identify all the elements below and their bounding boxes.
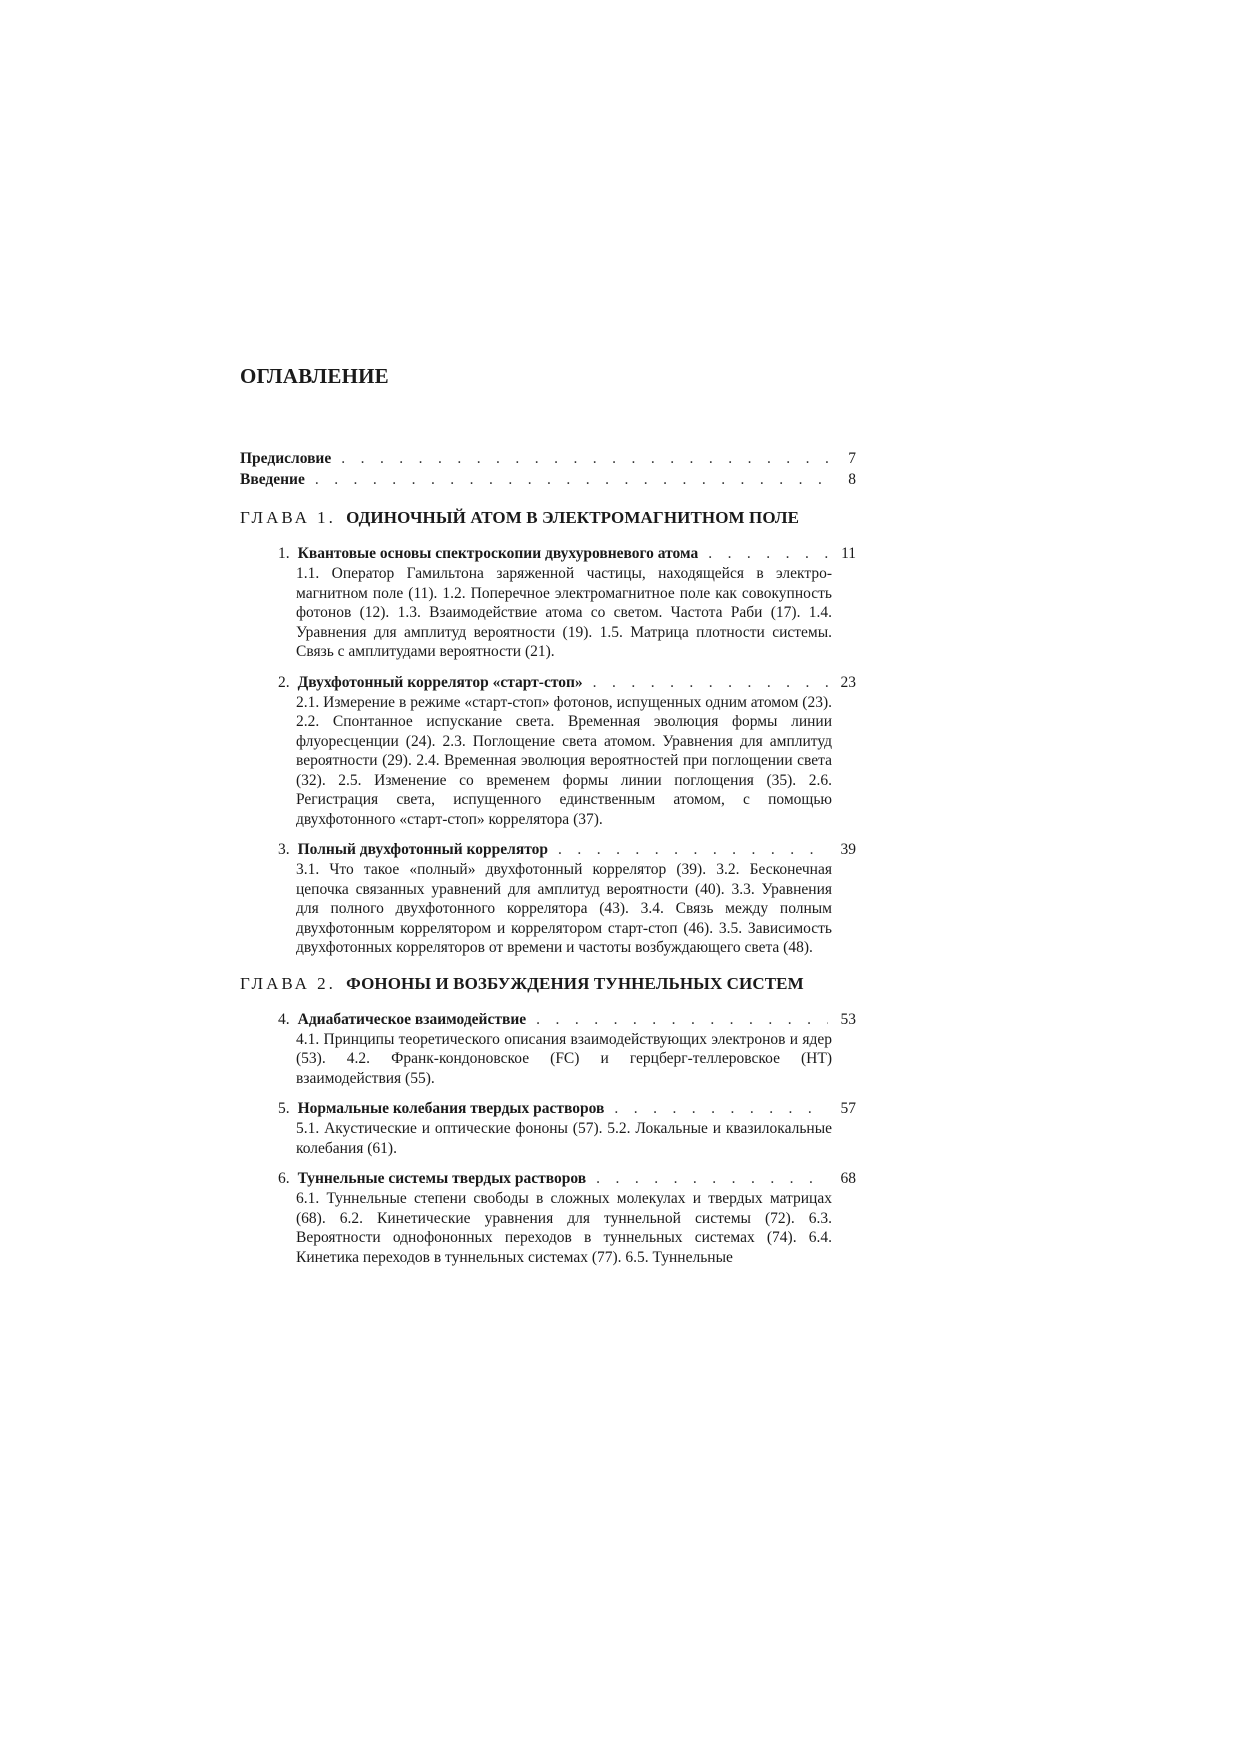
table-of-contents-page (240, 362, 856, 1281)
page-title: ОГЛАВЛЕНИЕ (240, 364, 389, 388)
section-description: 1.1. Оператор Гамильтона заряженной частицы, находящейся в электромагнитном поле (11). 1.2. Поперечное электромагнитное поле как совокупность фотонов (12). 1.3. Взаимодействие атома со светом. Частота Раби (17). 1.4. Уравнения для амплитуд вероятности (19). 1.5. Матрица плотности системы. Связь с амплитудами вероятности (21). (296, 565, 832, 660)
front-matter-list (240, 448, 856, 490)
chapter-2 (240, 972, 856, 1268)
section-number: 6. (278, 1170, 290, 1187)
chapter-label: ГЛАВА 2. (240, 973, 336, 993)
chapter-title: ФОНОНЫ И ВОЗБУЖДЕНИЯ ТУННЕЛЬНЫХ СИСТЕМ (346, 973, 804, 993)
section-title: Нормальные колебания твердых растворов (297, 1100, 605, 1117)
chapter-title: ОДИНОЧНЫЙ АТОМ В ЭЛЕКТРОМАГНИТНОМ ПОЛЕ (346, 508, 800, 527)
section-title: Полный двухфотонный коррелятор (297, 841, 549, 858)
section-number: 2. (278, 673, 290, 691)
section-page: 23 (840, 673, 856, 691)
section-entry[interactable] (278, 839, 856, 860)
section-description: 5.1. Акустические и оптические фононы (57). 5.2. Локальные и квазилокальные колебания (61). (296, 1120, 832, 1157)
section-entry[interactable] (278, 1098, 856, 1119)
section-6 (278, 1168, 856, 1267)
section-title: Двухфотонный коррелятор «старт-стоп» (297, 673, 583, 691)
dot-leader (558, 839, 828, 860)
section-entry[interactable] (278, 672, 856, 693)
section-title: Адиабатическое взаимодействие (297, 1010, 527, 1028)
section-number: 1. (278, 545, 290, 562)
section-entry[interactable] (278, 1168, 856, 1189)
section-page: 68 (840, 1170, 856, 1187)
section-description: 6.1. Туннельные степени свободы в сложных молекулах и твердых матрицах (68). 6.2. Кинетические уравнения для туннельной системы (72). 6.3. Вероятности однофононных переходов в туннельных системах (74). 6.4. Кинетика переходов в туннельных системах (77). 6.5. Туннельные (296, 1190, 832, 1266)
dot-leader (536, 1009, 828, 1030)
section-page: 57 (840, 1100, 856, 1117)
dot-leader (315, 469, 828, 490)
section-page: 39 (840, 841, 856, 858)
toc-entry-page: 8 (848, 471, 856, 488)
chapter-heading[interactable] (240, 506, 856, 530)
section-description: 2.1. Измерение в режиме «старт-стоп» фотонов, испущенных одним атомом (23). 2.2. Спонтанное испускание света. Временная эволюция формы линии флуоресценции (24). 2.3. Поглощение света атомом. Уравнения для амплитуд вероятности (29). 2.4. Временная эволюция вероятностей при поглощении света (32). 2.5. Изменение со временем формы линии поглощения (35). 2.6. Регистрация света, испущенного единственным атомом, с помощью двухфотонного «старт-стоп» коррелятора (37). (296, 693, 832, 828)
dot-leader (708, 543, 828, 564)
chapter-label: ГЛАВА 1. (240, 508, 336, 527)
section-number: 5. (278, 1100, 290, 1117)
toc-entry-label: Введение (240, 471, 305, 488)
section-2 (278, 672, 856, 830)
dot-leader (596, 1168, 828, 1189)
chapter-heading[interactable] (240, 972, 856, 996)
section-number: 4. (278, 1010, 290, 1028)
toc-entry-label: Предисловие (240, 450, 332, 467)
section-title: Туннельные системы твердых растворов (297, 1170, 587, 1187)
dot-leader (614, 1098, 828, 1119)
section-5 (278, 1098, 856, 1158)
section-page: 53 (840, 1010, 856, 1028)
section-description: 4.1. Принципы теоретического описания взаимодействующих электронов и ядер (53). 4.2. Франк-кондоновское (FC) и герцберг-теллеровское (HT) взаимодействия (55). (296, 1030, 832, 1087)
section-4 (278, 1009, 856, 1089)
section-1 (278, 543, 856, 662)
section-number: 3. (278, 841, 290, 858)
toc-entry-preface[interactable] (240, 448, 856, 469)
section-entry[interactable] (278, 543, 856, 564)
section-3 (278, 839, 856, 958)
section-description: 3.1. Что такое «полный» двухфотонный коррелятор (39). 3.2. Бесконечная цепочка связанных уравнений для амплитуд вероятности (40). 3.3. Уравнения для полного двухфотонного коррелятора (43). 3.4. Связь между полным двухфотонным коррелятором и коррелятором старт-стоп (46). 3.5. Зависимость двухфотонных корреляторов от времени и частоты возбуждающего света (48). (296, 861, 832, 956)
chapter-1 (240, 506, 856, 958)
dot-leader (341, 448, 828, 469)
section-entry[interactable] (278, 1009, 856, 1030)
dot-leader (593, 672, 828, 693)
toc-entry-page: 7 (848, 450, 856, 467)
toc-entry-introduction[interactable] (240, 469, 856, 490)
section-page: 11 (841, 545, 856, 562)
section-title: Квантовые основы спектроскопии двухуровневого атома (297, 545, 699, 562)
